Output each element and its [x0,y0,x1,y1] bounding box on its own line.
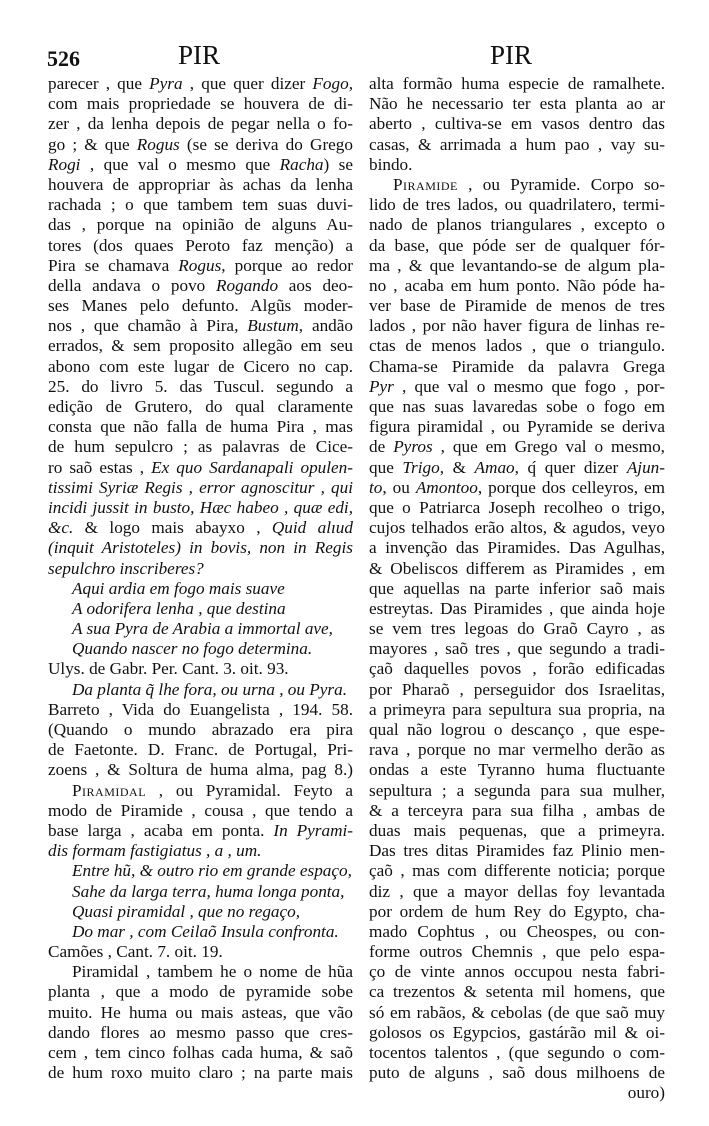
text-line: tocentos talentos , (que segundo o com- [369,1043,665,1062]
text-line: ma , & que levantando-se de algum pla- [369,255,665,275]
text-line: cem , tem cinco folhas cada huma, & saõ [48,1043,353,1062]
right-text-column [369,74,665,1104]
text-line: Quasi piramidal , que no regaço, [72,901,301,921]
text-line: de Pyros , que em Grego val o mesmo, [369,437,665,457]
text-line: bindo. [369,154,413,174]
text-line: puto de alguns , saõ dous milhoens de [369,1063,665,1083]
text-line: forme outros Chemnis , que pelo espa- [369,942,665,962]
text-line: rachada ; o que tambem tem suas duvi- [48,195,353,215]
text-line: diz , que a mayor dellas foy levantada [369,881,665,901]
text-line: dando flores ao mesmo passo que cres- [48,1022,353,1042]
text-line: Barreto , Vida do Euangelista , 194. 58. [48,699,353,719]
text-line: Ulys. de Gabr. Per. Cant. 3. oit. 93. [48,659,289,679]
text-line: ço de vinte annos occupou nesta fabri- [369,962,665,982]
text-line: Aqui ardia em fogo mais suave [72,578,285,598]
text-line: por Pharaõ , perseguidor dos Israelitas, [369,679,665,699]
text-line: A sua Pyra de Arabia a immortal ave, [72,619,333,639]
text-line: &c. & logo mais abayxo , Quid alıud [48,518,353,538]
text-line: Quando nascer no fogo determina. [72,639,313,659]
running-head-left: PIR [178,40,221,70]
text-line: se vem tres legoas do Graõ Cayro , as [369,619,665,639]
text-line: edição de Grutero, do qual claramente [48,397,353,416]
text-line: aberto , cultiva-se em vasos dentro das [369,114,665,134]
text-line: de hum roxo muito claro ; na parte mais [48,1063,353,1083]
text-line: dis formam fastigiatus , a , um. [48,841,262,861]
left-text-column [48,74,353,1083]
text-line: planta , que a modo de pyramide sobe [48,982,353,1002]
text-line: Da planta q̃ lhe fora, ou urna , ou Pyra. [72,679,347,699]
text-line: ses Manes pelo defunto. Algũs moder- [48,296,353,316]
text-line: Chama-se Piramide da palavra Grega [369,356,665,376]
text-line: Não he necessario ter esta planta ao ar [369,94,665,114]
text-line: Piramidal , ou Pyramidal. Feyto a [72,780,353,800]
text-line: golosos os Egypcios, gastárão mil & oi- [369,1022,665,1042]
text-line: Pira se chamava Rogus, porque ao redor [48,255,353,275]
text-line: tissimi Syriæ Regis , error agnoscitur , qui [48,477,353,497]
running-head-right: PIR [490,40,533,70]
text-line: ondas a este Tyranno huma fluctuante [369,760,665,780]
text-line: çaõ , mas com differente noticia; porque [369,861,665,881]
text-line: rava , porque no mar vermelho derão as [369,740,665,760]
text-line: duas mais pequenas, que a primeyra. [369,820,665,840]
text-line: das , porque na opinião de alguns Au- [48,215,353,235]
text-line: base larga , acaba em ponta. In Pyrami- [48,820,353,840]
text-line: nado de planos triangulares , excepto o [369,215,665,235]
text-line: sepulchro inscriberes? [48,558,204,578]
text-line: casas, & arrimada a hum pao , vay su- [369,134,665,154]
text-line: muito. He huma ou mais asteas, que vão [48,1002,353,1022]
text-line: to, ou Amontoo, porque dos celleyros, em [369,477,666,497]
text-line: errados, & sem proposito allegão em seu [48,336,353,356]
text-line: Pyr , que val o mesmo que fogo , por- [369,376,665,396]
text-line: qual não logrou o descanço , que espe- [369,720,665,739]
text-line: que nas suas lavaredas sobe o fogo em [369,397,665,416]
text-line: Sahe da larga terra, huma longa ponta, [72,881,345,901]
text-line: houvera de appropriar às achas da lenha [48,174,353,194]
text-line: A odorifera lenha , que destina [72,598,286,618]
text-line: cujos telhados erão altos, & agudos, veyo [369,518,665,538]
text-line: da base, que póde ser de qualquer fór- [369,235,665,255]
text-line: (inquit Aristoteles) in bovis, non in Regis [48,538,353,558]
text-line: de Faetonte. D. Franc. de Portugal, Pri- [48,740,353,760]
text-line: mayores , saõ tres , que segundo a tradi- [369,639,665,659]
text-line: Camões , Cant. 7. oit. 19. [48,942,223,962]
text-line: 25. do livro 5. das Tuscul. segundo a [48,376,353,396]
text-line: ver base de Piramide de menos de tres [369,296,665,316]
text-line: ro saõ estas , Ex quo Sardanapali opulen- [48,457,353,477]
text-line: lados , por não haver figura de linhas re- [369,316,665,336]
page-number: 526 [47,46,80,71]
text-line: figura piramidal , ou Pyramide se deriva [369,417,665,437]
text-line: abono com este lugar de Cicero no cap. [48,356,353,376]
text-line: Piramide , ou Pyramide. Corpo so- [393,174,665,194]
text-line: só em rabãos, & cebolas (de que saõ muy [369,1002,665,1022]
text-line: nos , que chamão à Pira, Bustum, andão [48,316,353,336]
text-line: estreytas. Das Piramides , que ainda hoje [369,598,665,618]
text-line: com mais propriedade se houvera de di- [48,94,353,114]
text-line: parecer , que Pyra , que quer dizer Fogo, [48,74,353,93]
text-line: ca trezentos & setenta mil homens, que [369,982,665,1002]
text-line: ouro) [627,1083,665,1103]
text-line: & Obeliscos differem as Piramides , em [369,558,665,578]
text-line: no , acaba em hum ponto. Não póde ha- [369,275,665,295]
text-line: a invenção das Piramides. Das Agulhas, [369,538,665,558]
text-line: ctas de menos lados , que o triangulo. [369,336,665,356]
text-line: modo de Piramide , cousa , que tendo a [48,800,353,820]
text-line: de hum sepulcro ; as palavras de Cice- [48,437,353,457]
text-line: que aquellas na parte inferior saõ mais [369,578,665,598]
text-line: lido de tres lados, ou quadrilatero, termi- [369,195,665,215]
text-line: incidi jussit in busto, Hæc habeo , quæ edi, [48,497,353,517]
text-line: zer , da lenha depois de pegar nella o fo- [48,114,353,134]
text-line: zoens , & Soltura de huma alma, pag 8.) [48,760,353,780]
text-line: sepultura ; a segunda para sua mulher, [369,780,665,800]
text-line: mado Cophtus , ou Cheospes, ou con- [369,921,665,941]
text-line: a primeyra para sepultura sua propria, na [369,699,665,719]
text-line: Entre hũ, & outro rio em grande espaço, [72,861,352,881]
text-line: Rogi , que val o mesmo que Racha) se [48,154,353,174]
text-line: Das tres ditas Piramides faz Plinio men- [369,841,665,861]
text-line: tores (dos quaes Peroto faz menção) a [48,235,353,255]
text-line: çaõ daquelles povos , forão edificadas [369,659,665,679]
text-line: della andava o povo Rogando aos deo- [48,275,353,295]
text-line: go ; & que Rogus (se se deriva do Grego [48,134,353,154]
text-line: Piramidal , tambem he o nome de hũa [72,962,353,982]
text-line: & a terceyra para sua filha , ambas de [369,800,665,820]
text-line: que o Patriarca Joseph recolheo o trigo, [369,497,665,517]
text-line: (Quando o mundo abrazado era pira [48,720,353,739]
text-line: alta formão huma especie de ramalhete. [369,74,665,93]
text-line: Do mar , com Ceilaõ Insula confronta. [72,921,339,941]
text-line: que Trigo, & Amao, q́ quer dizer Ajun- [369,457,665,477]
text-line: por ordem de hum Rey do Egypto, cha- [369,901,665,921]
text-line: consta que não falla de huma Pira , mas [48,417,353,437]
